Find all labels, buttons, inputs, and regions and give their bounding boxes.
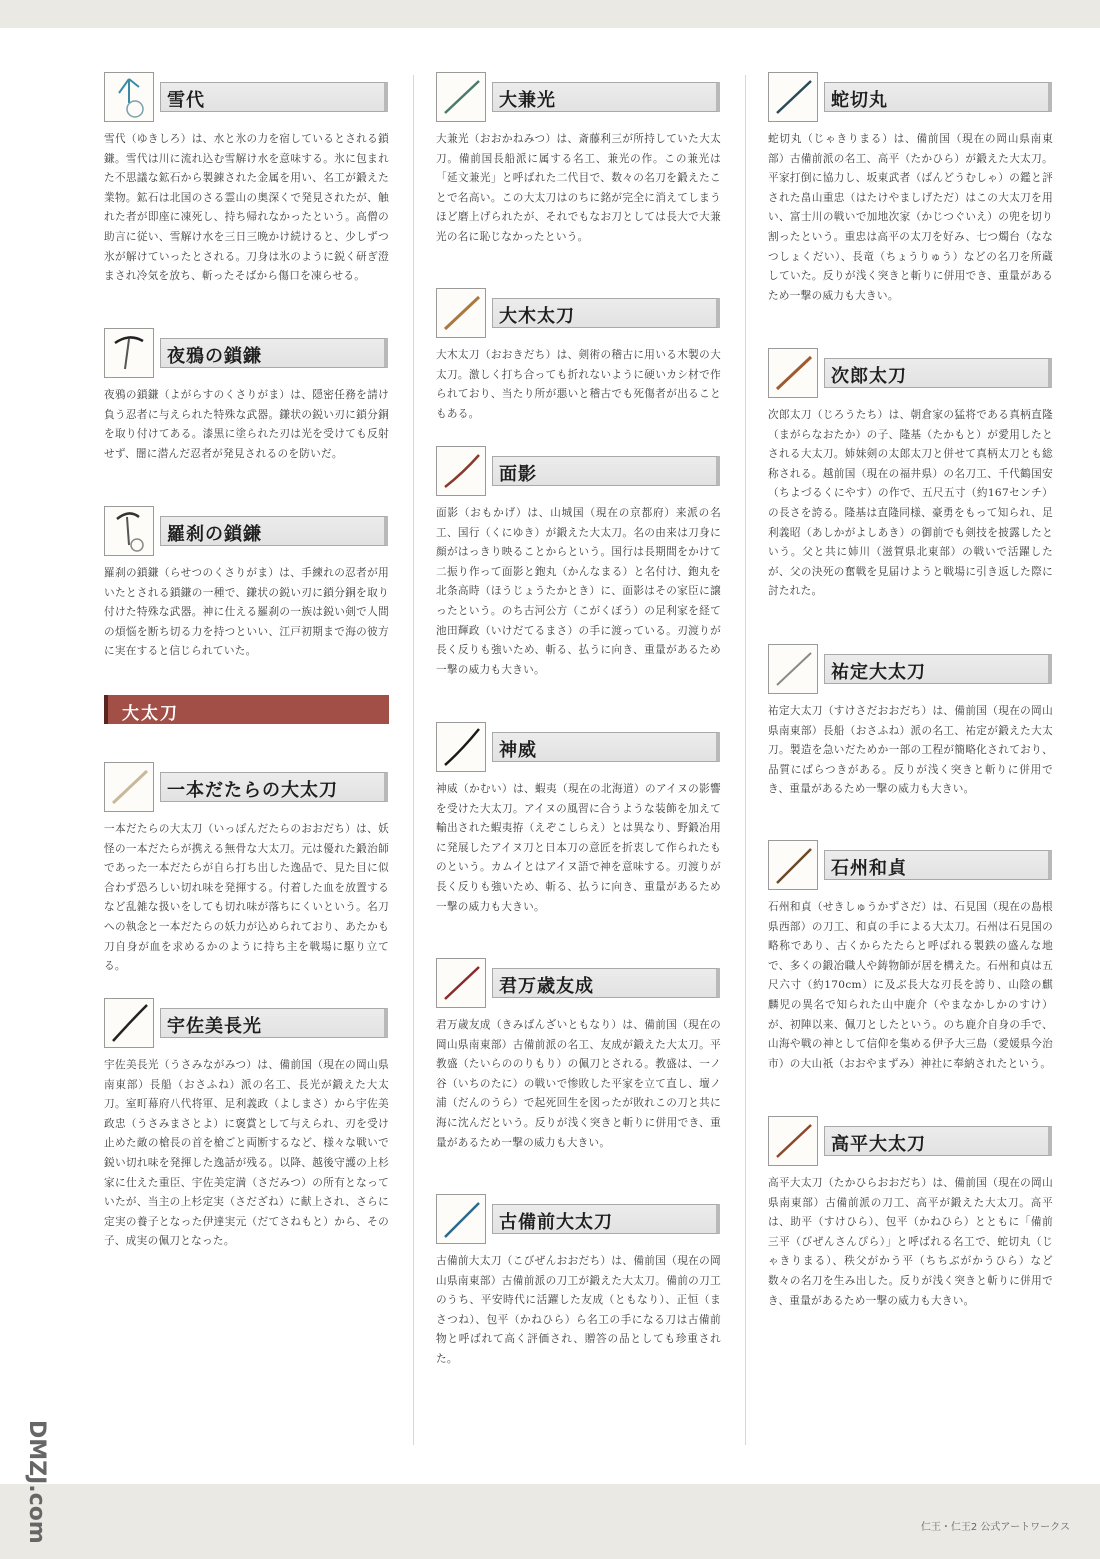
entry-title: 羅刹の鎖鎌 bbox=[167, 524, 262, 545]
entry-title: 祐定大太刀 bbox=[831, 662, 926, 683]
odachi-icon bbox=[768, 348, 818, 398]
odachi-icon bbox=[436, 722, 486, 772]
entry-title: 次郎太刀 bbox=[831, 366, 907, 387]
entry-description: 羅刹の鎖鎌（らせつのくさりがま）は、手練れの忍者が用いたとされる鎖鎌の一種で、鎌状の鋭い刃に鎖分銅を取り付けた特殊な武器。神に仕える羅刹の一族は鋭い剣で人間の煩悩を断ち切る力を持つといい、江戸初期まで海の彼方に実在すると信じられていた。 bbox=[104, 567, 389, 658]
entry-title: 蛇切丸 bbox=[831, 90, 888, 111]
sickle-icon bbox=[104, 506, 154, 556]
odachi-icon bbox=[436, 958, 486, 1008]
entry-title: 高平大太刀 bbox=[831, 1134, 926, 1155]
entry-description: 夜鴉の鎖鎌（よがらすのくさりがま）は、隠密任務を請け負う忍者に与えられた特殊な武器。鎌状の鋭い刃に鎖分銅を取り付けてある。漆黒に塗られた刃は光を受けても反射せず、闇に潜んだ忍者が発見されるのを防いだ。 bbox=[104, 389, 389, 460]
entry-title-bar bbox=[824, 1126, 1052, 1156]
entry-description: 古備前大太刀（こびぜんおおだち）は、備前国（現在の岡山県南東部）古備前派の刀工が鍛えた大太刀。備前の刀工のうち、平安時代に活躍した友成（ともなり）、正恒（まさつね）、包平（かねひら）ら名工の手になる刀は古備前物と呼ばれて高く評価され、贈答の品としても珍重された。 bbox=[436, 1255, 721, 1365]
entry-title-bar bbox=[492, 968, 720, 998]
entry-title-bar bbox=[160, 772, 388, 802]
entry-description: 大木太刀（おおきだち）は、剣術の稽古に用いる木製の大太刀。激しく打ち合っても折れないように硬いカシ材で作られており、当たり所が悪いと稽古でも死傷者が出ることもある。 bbox=[436, 349, 721, 420]
entry-title: 古備前大太刀 bbox=[499, 1212, 613, 1233]
footer-credit: 仁王・仁王2 公式アートワークス bbox=[920, 1522, 1070, 1533]
entry-description: 祐定大太刀（すけさだおおだち）は、備前国（現在の岡山県南東部）長船（おさふね）派の名工、祐定が鍛えた大太刀。製造を急いだためか一部の工程が簡略化されており、品質にばらつきがある。反りが浅く突きと斬りに併用でき、重量があるため一撃の威力も大きい。 bbox=[768, 705, 1053, 796]
entry-title-bar bbox=[160, 1008, 388, 1038]
entry-title-bar bbox=[160, 82, 388, 112]
entry-description: 石州和貞（せきしゅうかずさだ）は、石見国（現在の島根県西部）の刀工、和貞の手による大太刀。石州は石見国の略称であり、古くからたたらと呼ばれる製鉄の盛んな地で、多くの鍛冶職人や鋳物師が居を構えた。石州和貞は五尺六寸（約170cm）に及ぶ長大な刃長を誇り、山陰の麒麟児の異名で知られた山中鹿介（やまなかしかのすけ）が、初陣以来、佩刀としたという。のち鹿介自身の手で、山海や戦の神として信仰を集める伊予大三島（愛媛県今治市）の大山祇（おおやまずみ）神社に奉納されたという。 bbox=[768, 901, 1053, 1070]
entry-description: 面影（おもかげ）は、山城国（現在の京都府）来派の名工、国行（くにゆき）が鍛えた大太刀。名の由来は刀身に顔がはっきり映ることからという。国行は長期間をかけて二振り作って面影と鉋丸（かんなまる）と名付け、鉋丸を北条高時（ほうじょうたかとき）に、面影はその家臣に譲ったという。のち古河公方（こがくぼう）の足利家を経て池田輝政（いけだてるまさ）の手に渡っている。刃渡りが長く反りも強いため、斬る、払うに向き、重量があるため一撃の威力も大きい。 bbox=[436, 507, 721, 676]
entry-title: 面影 bbox=[499, 464, 537, 485]
entry-title-bar bbox=[492, 456, 720, 486]
entry-description: 君万歳友成（きみばんざいともなり）は、備前国（現在の岡山県南東部）古備前派の名工、友成が鍛えた大太刀。平教盛（たいらののりもり）の佩刀とされる。教盛は、一ノ谷（いちのたに）の戦いで惨敗した平家を立て直し、壇ノ浦（だんのうら）で起死回生を図ったが敗れこの刀と共に海に沈んだという。反りが浅く突きと斬りに併用でき、重量があるため一撃の威力も大きい。 bbox=[436, 1019, 721, 1149]
column-divider bbox=[745, 75, 746, 1445]
entry-description: 次郎太刀（じろうたち）は、朝倉家の猛将である真柄直隆（まがらなおたか）の子、隆基（たかもと）が愛用したとされる大太刀。姉妹剣の太郎太刀と併せて真柄太刀とも総称される。越前国（現在の福井県）の名刀工、千代鶴国安（ちよづるくにやす）の作で、五尺五寸（約167センチ）の長さを誇る。隆基は直隆同様、豪勇をもって知られ、足利義昭（あしかがよしあき）の御前でも剣技を披露したという。父と共に姉川（滋賀県北東部）の戦いで活躍したが、父の決死の奮戦を見届けようと戦場に引き返した際に討たれた。 bbox=[768, 409, 1053, 598]
entry-title: 神威 bbox=[499, 740, 537, 761]
entry-title-bar bbox=[492, 82, 720, 112]
entry-description: 蛇切丸（じゃきりまる）は、備前国（現在の岡山県南東部）古備前派の名工、高平（たかひら）が鍛えた大太刀。平家打倒に協力し、坂東武者（ばんどうむしゃ）の鑑と評された畠山重忠（はたけやましげただ）はこの大太刀を用い、富士川の戦いで加地次家（かじつぐいえ）の兜を切り割ったという。重忠は高平の太刀を好み、七つ燭台（ななつしょくだい）、長竜（ちょうりゅう）などの名刀を所蔵していた。反りが浅く突きと斬りに併用でき、重量があるため一撃の威力も大きい。 bbox=[768, 133, 1053, 302]
entry-title: 雪代 bbox=[167, 90, 205, 111]
odachi-icon bbox=[436, 288, 486, 338]
watermark-text: DMZJ.com bbox=[24, 1420, 49, 1544]
entry-title-bar bbox=[492, 1204, 720, 1234]
section-title: 大太刀 bbox=[122, 704, 179, 724]
entry-description: 宇佐美長光（うさみながみつ）は、備前国（現在の岡山県南東部）長船（おさふね）派の名工、長光が鍛えた大太刀。室町幕府八代将軍、足利義政（よしまさ）から宇佐美政忠（うさみまさとよ）に褒賞として与えられ、刃を受け止めた敵の槍長の首を槍ごと両断するなど、様々な戦いで鋭い切れ味を発揮した逸話が残る。以降、越後守護の上杉家に仕えた重臣、宇佐美定満（さだみつ）の所有となっていたが、当主の上杉定実（さだざね）に献上され、さらに定実の養子となった伊達実元（だてさねもと）から、その子、成実の佩刀となった。 bbox=[104, 1059, 389, 1248]
entry-title: 大木太刀 bbox=[499, 306, 575, 327]
entry-title: 夜鴉の鎖鎌 bbox=[167, 346, 262, 367]
entry-description: 大兼光（おおかねみつ）は、斎藤利三が所持していた大太刀。備前国長船派に属する名工、兼光の作。この兼光は「延文兼光」と呼ばれた二代目で、数々の名刀を鍛えたことで名高い。この大太刀はのちに銘が完全に消えてしまうほど磨上げられたが、それでもなお刀としては長大で大兼光の名に恥じなかったという。 bbox=[436, 133, 721, 243]
sickle-icon bbox=[104, 328, 154, 378]
entry-description: 神威（かむい）は、蝦夷（現在の北海道）のアイヌの影響を受けた大太刀。アイヌの風習に合うような装飾を加えて輸出された蝦夷拵（えぞこしらえ）とは異なり、野鍛冶用に発展したアイヌ刀と日本刀の意匠を折衷して作られたものという。カムイとはアイヌ語で神を意味する。刃渡りが長く反りも強いため、斬る、払うに向き、重量があるため一撃の威力も大きい。 bbox=[436, 783, 721, 913]
odachi-icon bbox=[436, 1194, 486, 1244]
entry-description: 雪代（ゆきしろ）は、水と氷の力を宿しているとされる鎖鎌。雪代は川に流れ込む雪解け水を意味する。氷に包まれた不思議な鉱石から製錬された金属を用い、名工が鍛えた業物。鉱石は北国のさる霊山の奥深くで発見されたが、触れた者が即座に凍死し、持ち帰れなかったという。高僧の助言に従い、雪解け水を三日三晩かけ続けると、少しずつ氷が解けていったとされる。刀身は氷のように鋭く研ぎ澄まされ冷気を放ち、斬ったそばから傷口を凍らせる。 bbox=[104, 133, 389, 283]
entry-title: 大兼光 bbox=[499, 90, 556, 111]
watermark-logo bbox=[10, 1400, 50, 1550]
odachi-icon bbox=[436, 72, 486, 122]
entry-title-bar bbox=[824, 82, 1052, 112]
entry-title: 石州和貞 bbox=[831, 858, 907, 879]
odachi-icon bbox=[768, 1116, 818, 1166]
entry-title: 一本だたらの大太刀 bbox=[167, 780, 338, 801]
entry-title-bar bbox=[160, 516, 388, 546]
odachi-icon bbox=[768, 72, 818, 122]
entry-title-bar bbox=[824, 358, 1052, 388]
entry-title-bar bbox=[492, 298, 720, 328]
odachi-icon bbox=[436, 446, 486, 496]
odachi-icon bbox=[768, 840, 818, 890]
entry-title-bar bbox=[160, 338, 388, 368]
entry-description: 一本だたらの大太刀（いっぽんだたらのおおだち）は、妖怪の一本だたらが携える無骨な大太刀。元は優れた鍛治師であった一本だたらが自ら打ち出した逸品で、見た目に似合わず恐ろしい切れ味を発揮する。付着した血を放置するなど乱雑な扱いをしても切れ味が落ちにくいという。名刀への執念と一本だたらの妖力が込められており、あたかも刀自身が血を求めるかのように持ち主を戦場に駆り立てる。 bbox=[104, 823, 389, 973]
entry-title-bar bbox=[824, 850, 1052, 880]
entry-title-bar bbox=[824, 654, 1052, 684]
entry-title: 宇佐美長光 bbox=[167, 1016, 262, 1037]
entry-title-bar bbox=[492, 732, 720, 762]
entry-title: 君万歳友成 bbox=[499, 976, 594, 997]
odachi-icon bbox=[104, 762, 154, 812]
kusarigama-icon bbox=[104, 72, 154, 122]
odachi-icon bbox=[768, 644, 818, 694]
entry-description: 高平大太刀（たかひらおおだち）は、備前国（現在の岡山県南東部）古備前派の刀工、高平が鍛えた大太刀。高平は、助平（すけひら）、包平（かねひら）とともに「備前三平（びぜんさんぴら）」と呼ばれる名工で、蛇切丸（じゃきりまる）、秩父がかう平（ちちぶがかうひら）など数々の名刀を生み出した。反りが浅く突きと斬りに併用でき、重量があるため一撃の威力も大きい。 bbox=[768, 1177, 1053, 1307]
column-divider bbox=[413, 75, 414, 1445]
odachi-icon bbox=[104, 998, 154, 1048]
section-header bbox=[104, 695, 389, 724]
